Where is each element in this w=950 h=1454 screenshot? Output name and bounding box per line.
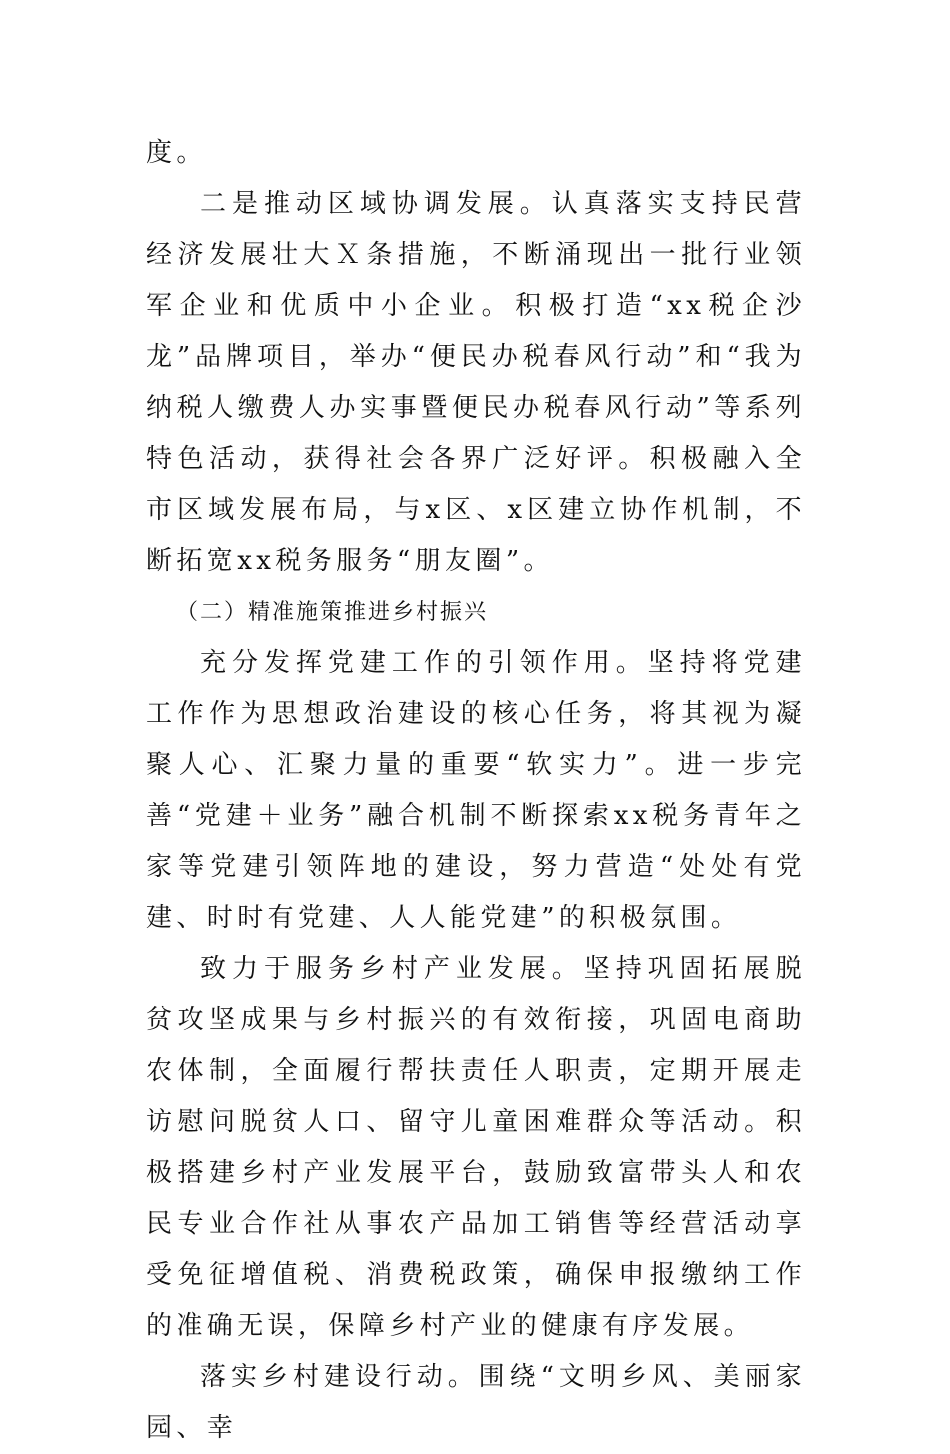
- paragraph-rural-industry: 致力于服务乡村产业发展。坚持巩固拓展脱贫攻坚成果与乡村振兴的有效衔接，巩固电商助农体制，全面履行帮扶责任人职责，定期开展走访慰问脱贫人口、留守儿童困难群众等活动。积极搭建乡村产业发展平台，鼓励致富带头人和农民专业合作社从事农产品加工销售等经营活动享受免征增值税、消费税政策，确保申报缴纳工作的准确无误，保障乡村产业的健康有序发展。: [146, 954, 806, 1341]
- paragraph-regional-development: 二是推动区域协调发展。认真落实支持民营经济发展壮大Ｘ条措施，不断涌现出一批行业领军企业和优质中小企业。积极打造“xx税企沙龙”品牌项目，举办“便民办税春风行动”和“我为纳税人缴费人办实事暨便民办税春风行动”等系列特色活动，获得社会各界广泛好评。积极融入全市区域发展布局，与x区、x区建立协作机制，不断拓宽xx税务服务“朋友圈”。: [146, 189, 806, 576]
- document-page: [146, 128, 806, 1454]
- paragraph-continued: 度。: [146, 138, 207, 168]
- paragraph-rural-construction: 落实乡村建设行动。围绕“文明乡风、美丽家园、幸: [146, 1362, 806, 1443]
- paragraph-party-building: 充分发挥党建工作的引领作用。坚持将党建工作作为思想政治建设的核心任务，将其视为凝聚人心、汇聚力量的重要“软实力”。进一步完善“党建＋业务”融合机制不断探索xx税务青年之家等党建引领阵地的建设，努力营造“处处有党建、时时有党建、人人能党建”的积极氛围。: [146, 648, 806, 933]
- section-heading: （二）精准施策推进乡村振兴: [176, 600, 489, 625]
